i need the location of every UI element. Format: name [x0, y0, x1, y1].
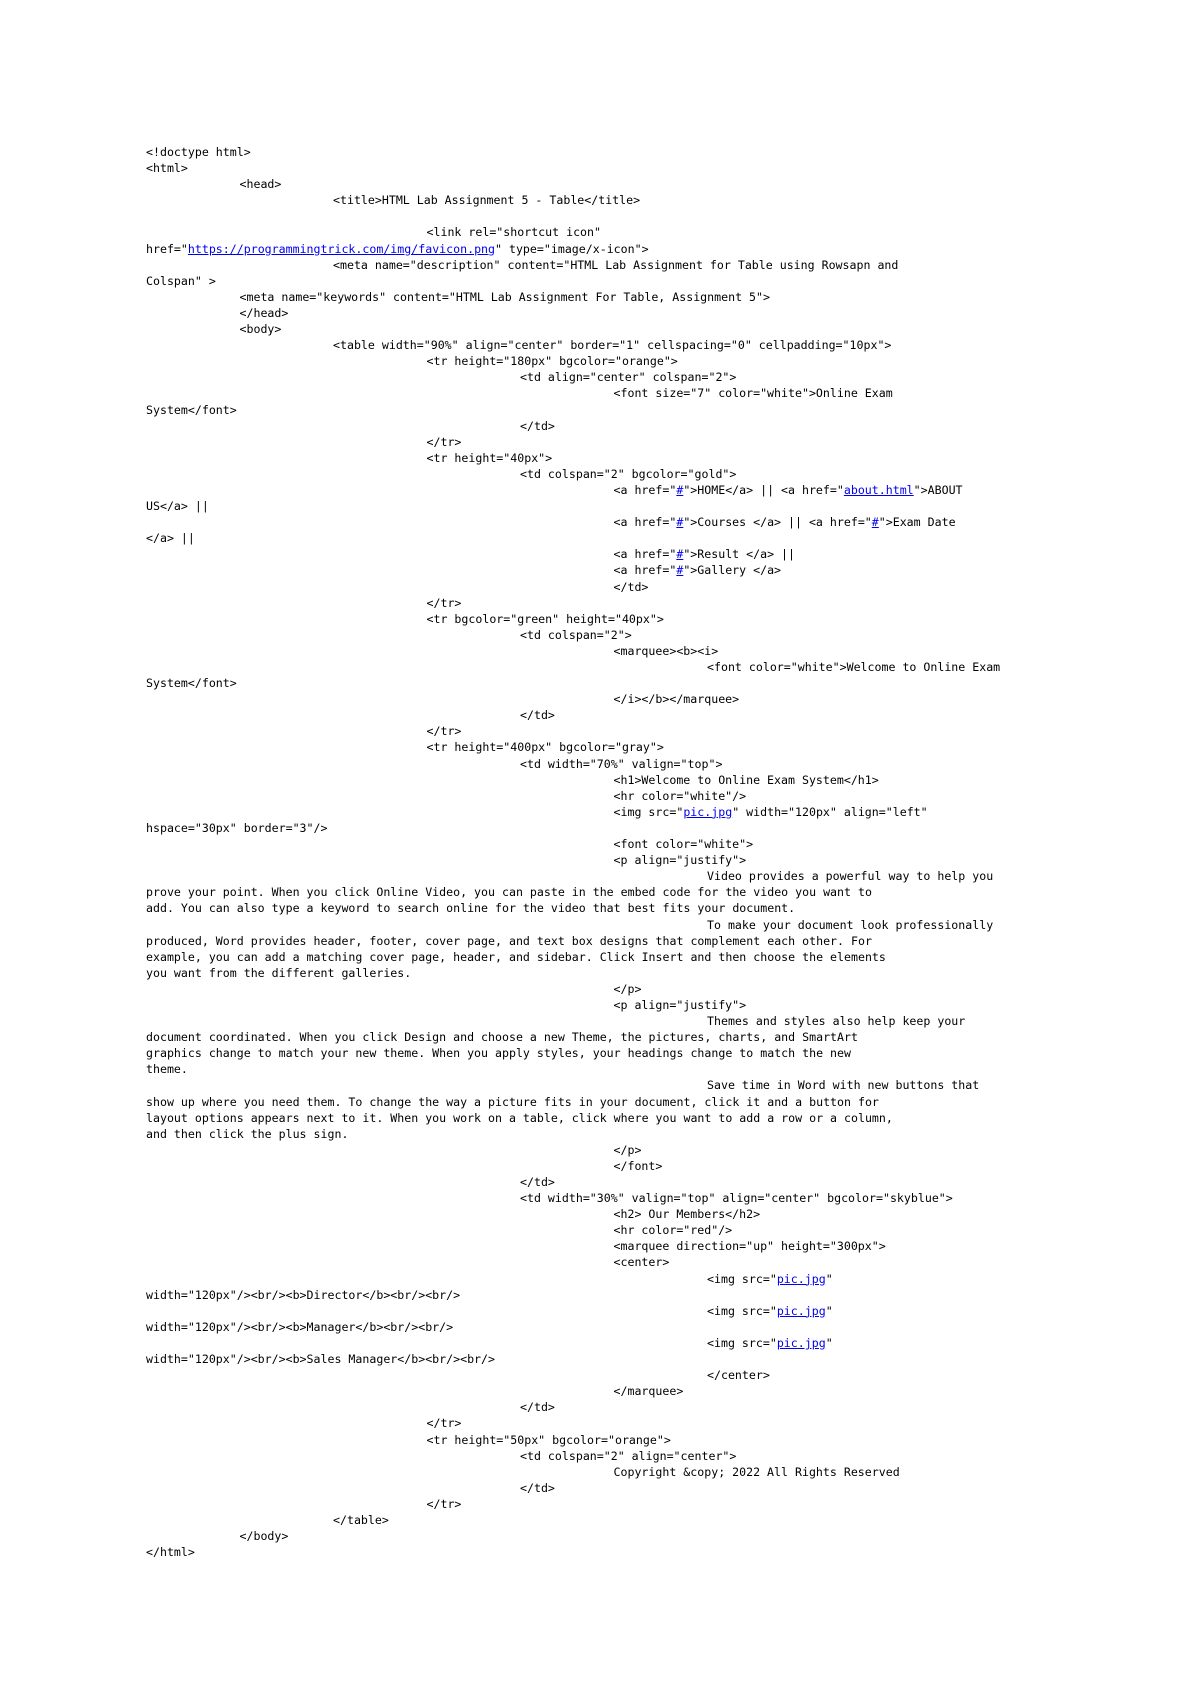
code-line: [146, 1496, 1066, 1512]
code-text: <h2> Our Members</h2>: [613, 1207, 761, 1222]
code-line: [146, 756, 1066, 772]
hyperlink[interactable]: pic.jpg: [776, 1303, 826, 1318]
code-text: graphics change to match your new theme. When you apply styles, your headings change to match the new: [146, 1046, 851, 1061]
code-line: [146, 1448, 1066, 1464]
code-line: [146, 353, 1066, 369]
code-line: [146, 514, 1066, 530]
code-line: [146, 530, 1066, 546]
code-line: [146, 1528, 1066, 1544]
code-line: [146, 402, 1066, 418]
code-text: example, you can add a matching cover page, header, and sidebar. Click Insert and then choose the elements: [146, 949, 886, 964]
code-line: [146, 1142, 1066, 1158]
code-text: <center>: [613, 1255, 670, 1270]
code-text: </td>: [520, 1400, 555, 1415]
code-text: width="120px"/><br/><b>Manager</b><br/><br/>: [146, 1319, 454, 1334]
code-text: prove your point. When you click Online Video, you can paste in the embed code for the video you want to: [146, 885, 872, 900]
code-text: </tr>: [426, 434, 462, 449]
code-line: [146, 611, 1066, 627]
code-text: </a> ||: [146, 531, 195, 546]
code-line: [146, 884, 1066, 900]
code-line: [146, 900, 1066, 916]
code-line: [146, 1029, 1066, 1045]
hyperlink[interactable]: pic.jpg: [776, 1271, 826, 1286]
code-text: <a href=": [613, 482, 677, 497]
code-line: [146, 627, 1066, 643]
code-text: <a href=": [613, 563, 677, 578]
code-line: [146, 1077, 1066, 1093]
code-line: [146, 1045, 1066, 1061]
code-line: [146, 562, 1066, 578]
code-text: Colspan" >: [146, 273, 216, 288]
code-line: [146, 434, 1066, 450]
code-line: [146, 852, 1066, 868]
code-text: </p>: [613, 1142, 642, 1157]
code-text: ">HOME</a> || <a href=": [683, 482, 844, 497]
code-text: <tr height="400px" bgcolor="gray">: [426, 740, 664, 755]
code-text: <tr bgcolor="green" height="40px">: [426, 611, 664, 626]
code-line: [146, 466, 1066, 482]
code-line: [146, 1222, 1066, 1238]
code-line: [146, 1190, 1066, 1206]
code-text: <img src=": [707, 1335, 777, 1350]
code-text: </td>: [520, 1175, 555, 1189]
code-text: <tr height="180px" bgcolor="orange">: [426, 354, 678, 369]
code-text: <meta name="description" content="HTML Lab Assignment for Table using Rowsapn and: [333, 257, 899, 272]
code-text: <td width="70%" valign="top">: [520, 756, 723, 771]
code-line: [146, 723, 1066, 739]
code-text: </body>: [239, 1529, 289, 1544]
code-text: </td>: [613, 579, 649, 594]
code-line: [146, 1319, 1066, 1335]
code-line: [146, 337, 1066, 353]
code-text: </i></b></marquee>: [613, 692, 740, 707]
code-line: [146, 1110, 1066, 1126]
code-text: <img src=": [707, 1303, 777, 1318]
code-line: [146, 385, 1066, 401]
code-text: <!doctype html>: [146, 145, 251, 159]
code-text: width="120px"/><br/><b>Director</b><br/><br/>: [146, 1287, 461, 1302]
code-line: [146, 1287, 1066, 1303]
code-line: [146, 1367, 1066, 1383]
code-text: </tr>: [426, 1416, 462, 1431]
code-line: [146, 659, 1066, 675]
code-text: <html>: [146, 161, 188, 176]
code-text: href=": [146, 241, 188, 256]
code-line: [146, 498, 1066, 514]
code-text: To make your document look professionally: [707, 917, 994, 932]
code-line: [146, 546, 1066, 562]
code-text: <img src=": [707, 1271, 777, 1286]
code-text: </center>: [707, 1368, 770, 1383]
code-text: <marquee direction="up" height="300px">: [613, 1239, 886, 1254]
code-line: [146, 1383, 1066, 1399]
code-line: [146, 1335, 1066, 1351]
code-text: </head>: [239, 305, 289, 320]
code-line: [146, 949, 1066, 965]
code-line: [146, 1158, 1066, 1174]
code-line: [146, 804, 1066, 820]
code-line: [146, 1013, 1066, 1029]
hyperlink[interactable]: pic.jpg: [683, 804, 733, 819]
code-line: [146, 691, 1066, 707]
code-line: [146, 176, 1066, 192]
code-text: </font>: [613, 1158, 663, 1173]
code-line: [146, 257, 1066, 273]
code-line: [146, 192, 1066, 208]
code-line: [146, 739, 1066, 755]
code-text: <meta name="keywords" content="HTML Lab Assignment For Table, Assignment 5">: [239, 289, 770, 304]
code-text: <a href=": [613, 547, 677, 562]
code-line: [146, 241, 1066, 257]
code-line: [146, 1174, 1066, 1190]
code-text: <font color="white">: [613, 837, 754, 852]
code-line: [146, 224, 1066, 240]
code-line: [146, 836, 1066, 852]
code-text: <img src=": [613, 804, 684, 819]
code-text: </tr>: [426, 1496, 462, 1511]
code-line: [146, 418, 1066, 434]
code-text: </td>: [520, 1480, 555, 1495]
code-text: <body>: [239, 322, 282, 337]
code-line: [146, 1206, 1066, 1222]
code-text: <hr color="white"/>: [613, 788, 747, 803]
code-text: theme.: [146, 1062, 188, 1077]
code-text: </td>: [520, 708, 555, 723]
code-line: [146, 820, 1066, 836]
code-text: US</a> ||: [146, 499, 209, 514]
code-line: [146, 675, 1066, 691]
code-text: System</font>: [146, 676, 237, 691]
code-text: document coordinated. When you click Design and choose a new Theme, the pictures, charts, and SmartArt: [146, 1030, 858, 1045]
hyperlink[interactable]: #: [871, 515, 879, 530]
code-line: [146, 144, 1066, 160]
code-line: [146, 1271, 1066, 1287]
code-line: [146, 482, 1066, 498]
code-text: </html>: [146, 1545, 195, 1560]
code-text: width="120px"/><br/><b>Sales Manager</b><br/><br/>: [146, 1352, 496, 1367]
code-text: " width="120px" align="left": [732, 804, 928, 819]
code-text: Copyright &copy; 2022 All Rights Reserved: [613, 1464, 900, 1479]
code-text: layout options appears next to it. When you work on a table, click where you want to add a row or a column,: [146, 1110, 893, 1125]
code-line: [146, 1351, 1066, 1367]
code-text: <head>: [239, 177, 282, 192]
code-text: Video provides a powerful way to help you: [707, 869, 994, 884]
code-text: ": [825, 1271, 833, 1286]
code-text: ">Gallery </a>: [683, 563, 782, 578]
code-text: ">ABOUT: [913, 482, 963, 497]
code-line: [146, 1415, 1066, 1431]
code-line: [146, 160, 1066, 176]
code-line: [146, 643, 1066, 659]
code-text: and then click the plus sign.: [146, 1126, 349, 1141]
code-line: [146, 450, 1066, 466]
hyperlink[interactable]: https://programmingtrick.com/img/favicon.png: [187, 241, 496, 256]
code-line: [146, 772, 1066, 788]
code-text: <font color="white">Welcome to Online Exam: [707, 660, 1001, 674]
hyperlink[interactable]: about.html: [843, 482, 914, 497]
code-line: [146, 707, 1066, 723]
code-text: <a href=": [613, 515, 677, 530]
code-line: [146, 917, 1066, 933]
code-line: [146, 1303, 1066, 1319]
code-text: <td align="center" colspan="2">: [520, 370, 737, 385]
code-text: </tr>: [426, 724, 462, 739]
code-text: <td colspan="2" align="center">: [520, 1448, 737, 1463]
code-text: <p align="justify">: [613, 853, 747, 868]
code-text: ": [825, 1303, 833, 1318]
hyperlink[interactable]: #: [676, 547, 684, 562]
code-line: [146, 1254, 1066, 1270]
code-line: [146, 1061, 1066, 1077]
code-text: ">Courses </a> || <a href=": [683, 515, 872, 530]
code-text: " type="image/x-icon">: [495, 241, 649, 256]
code-text: <font size="7" color="white">Online Exam: [613, 386, 893, 401]
code-line: [146, 965, 1066, 981]
code-line: [146, 208, 1066, 224]
code-text: <td width="30%" valign="top" align="center" bgcolor="skyblue">: [520, 1191, 953, 1206]
code-text: show up where you need them. To change the way a picture fits in your document, click it and a button for: [146, 1094, 879, 1109]
code-text: add. You can also type a keyword to search online for the video that best fits your document.: [146, 901, 796, 916]
code-text: Save time in Word with new buttons that: [707, 1078, 980, 1093]
code-text: </tr>: [426, 595, 462, 610]
code-text: Themes and styles also help keep your: [707, 1014, 966, 1029]
code-line: [146, 1544, 1066, 1560]
code-line: [146, 321, 1066, 337]
code-line: [146, 1399, 1066, 1415]
code-text: <marquee><b><i>: [613, 643, 719, 658]
code-line: [146, 981, 1066, 997]
code-line: [146, 273, 1066, 289]
code-text: <td colspan="2" bgcolor="gold">: [520, 466, 737, 481]
hyperlink[interactable]: pic.jpg: [776, 1335, 826, 1350]
hyperlink[interactable]: #: [676, 482, 684, 497]
code-line: [146, 289, 1066, 305]
code-text: produced, Word provides header, footer, cover page, and text box designs that complement each other. For: [146, 933, 872, 948]
code-text: hspace="30px" border="3"/>: [146, 820, 328, 835]
code-text: <table width="90%" align="center" border="1" cellspacing="0" cellpadding="10px">: [333, 338, 892, 353]
code-text: <link rel="shortcut icon": [426, 225, 602, 240]
code-line: [146, 1238, 1066, 1254]
code-text: </table>: [333, 1512, 389, 1527]
code-text: ">Result </a> ||: [683, 547, 795, 562]
hyperlink[interactable]: #: [676, 563, 684, 578]
code-line: [146, 1094, 1066, 1110]
code-text: </p>: [613, 981, 642, 996]
code-text: </marquee>: [613, 1384, 684, 1399]
code-line: [146, 1126, 1066, 1142]
code-line: [146, 305, 1066, 321]
code-line: [146, 933, 1066, 949]
code-text: System</font>: [146, 402, 237, 417]
code-text: <title>HTML Lab Assignment 5 - Table</title>: [333, 193, 641, 208]
code-line: [146, 595, 1066, 611]
code-document: [146, 144, 1066, 1560]
code-line: [146, 369, 1066, 385]
code-text: <td colspan="2">: [520, 627, 632, 642]
code-text: <tr height="40px">: [426, 450, 553, 465]
code-line: [146, 1464, 1066, 1480]
hyperlink[interactable]: #: [676, 515, 684, 530]
code-line: [146, 868, 1066, 884]
code-text: <tr height="50px" bgcolor="orange">: [426, 1432, 671, 1447]
code-text: ">Exam Date: [878, 515, 956, 530]
code-text: <hr color="red"/>: [613, 1223, 733, 1238]
code-line: [146, 997, 1066, 1013]
code-text: ": [825, 1335, 833, 1350]
code-text: <h1>Welcome to Online Exam System</h1>: [613, 772, 879, 787]
code-line: [146, 1432, 1066, 1448]
code-line: [146, 1480, 1066, 1496]
code-line: [146, 579, 1066, 595]
code-text: <p align="justify">: [613, 997, 747, 1012]
code-line: [146, 1512, 1066, 1528]
code-line: [146, 788, 1066, 804]
code-text: you want from the different galleries.: [146, 965, 412, 980]
code-text: </td>: [520, 418, 555, 433]
